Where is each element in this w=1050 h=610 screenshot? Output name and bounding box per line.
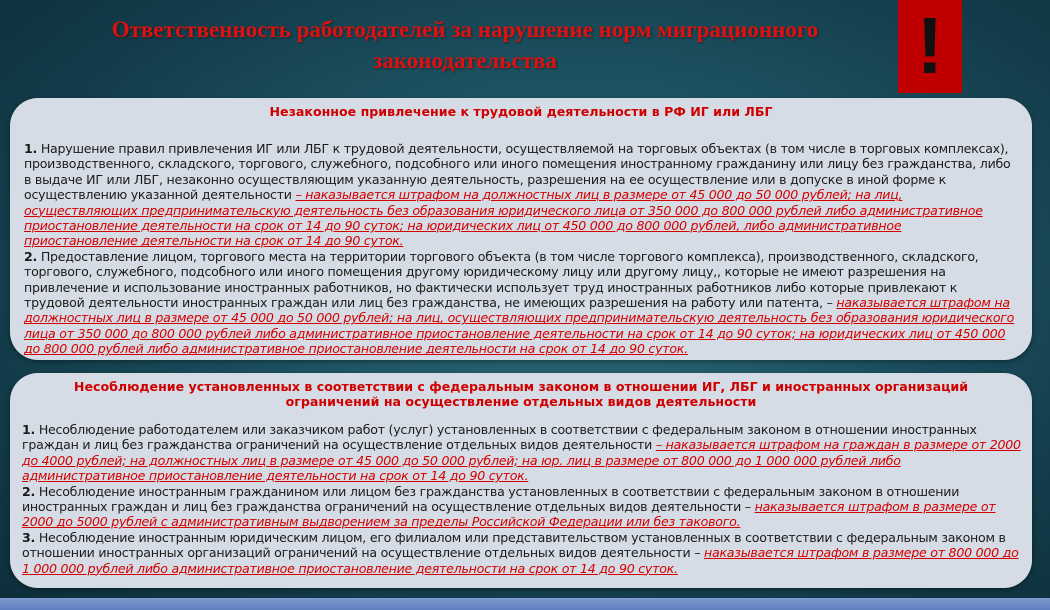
section-body xyxy=(10,409,1032,576)
item-number: 2. xyxy=(22,483,36,499)
item-text: Нарушение правил привлечения ИГ или ЛБГ к трудовой деятельности, осуществляемой на торговых объектах (в том числе в торговых комплексах), производственного, складского, торгового, служебного, подсобного или иного помещения иностранному гражданину или лицу без гражданства, либо в выдаче ИГ или ЛБГ, незаконно осуществляющим указанную деятельность, разрешения на ее осуществление или в допуске в иной форме к осуществлению указанной деятельности xyxy=(24,141,1011,203)
exclamation-icon: ! xyxy=(898,0,962,93)
restrictions-panel xyxy=(10,373,1032,588)
page-title: Ответственность работодателей за нарушение норм миграционного законодательства xyxy=(111,17,819,73)
item-text: Предоставление лицом, торгового места на территории торгового объекта (в том числе торгового комплекса), производственного, складского, торгового, служебного, подсобного или иного помещения другому юридическому лицу или другому лицу,, которые не имеют разрешения на привлечение и использование иностранных работников, но фактически использует труд иностранных работников либо которые привлекают к трудовой деятельности иностранных граждан или лиц без гражданства, не имеющих разрешения на работу или патента, – xyxy=(24,248,979,311)
item-text: Несоблюдение иностранным юридическим лицом, его филиалом или представительством установленных в соответствии с федеральным законом в отношении иностранных организаций ограничений на осуществление отдельных видов деятельности – xyxy=(22,529,1006,561)
item-text: Несоблюдение иностранным гражданином или лицом без гражданства установленных в соответствии с федеральным законом в отношении иностранных граждан и лиц без гражданства ограничений на осуществление отдельных видов деятельности – xyxy=(22,483,960,515)
bottom-border xyxy=(0,598,1050,610)
item-penalty: наказывается штрафом на должностных лиц в размере от 45 000 до 50 000 рублей; на лиц, осуществляющих предпринимательскую деятельность без образования юридического лица от 350 000 до 800 000 рублей либо административное приостановление деятельности на срок от 14 до 90 суток; на юридических лиц от 450 000 до 800 000 рублей либо административное приостановление деятельности на срок от 14 до 90 суток. xyxy=(24,295,1015,357)
item-number: 2. xyxy=(24,248,38,264)
item-number: 1. xyxy=(24,141,38,156)
item-penalty: наказывается штрафом в размере от 2000 до 5000 рублей с административным выдворением за пределы Российской Федерации или без такового. xyxy=(22,499,996,530)
list-item xyxy=(22,484,1022,530)
item-penalty: – наказывается штрафом на должностных лиц в размере от 45 000 до 50 000 рублей; на лиц, осуществляющих предпринимательскую деятельность без образования юридического лица от 350 000 до 800 000 рублей либо административное приостановление деятельности на срок от 14 до 90 суток; на юридических лиц от 450 000 до 800 000 рублей, либо административное приостановление деятельности на срок от 14 до 90 суток. xyxy=(24,187,983,249)
list-item xyxy=(24,249,1018,357)
item-text: Несоблюдение работодателем или заказчиком работ (услуг) установленных в соответствии с федеральным законом в отношении иностранных граждан и лиц без гражданства ограничений на осуществление отдельных видов деятельности xyxy=(22,422,977,453)
section-heading: Несоблюдение установленных в соответствии с федеральным законом в отношении ИГ, ЛБГ и иностранных организаций ограничений на осуществление отдельных видов деятельности xyxy=(73,379,969,409)
section-heading: Незаконное привлечение к трудовой деятельности в РФ ИГ или ЛБГ xyxy=(269,104,773,119)
list-item xyxy=(22,530,1022,576)
item-penalty: наказывается штрафом в размере от 800 000 до 1 000 000 рублей либо административное приостановление деятельности на срок от 14 до 90 суток. xyxy=(22,545,1019,576)
illegal-employment-panel xyxy=(10,98,1032,360)
list-item xyxy=(22,422,1022,484)
item-number: 1. xyxy=(22,422,36,437)
item-penalty: – наказывается штрафом на граждан в размере от 2000 до 4000 рублей; на должностных лиц в размере от 45 000 до 50 000 рублей; на юр. лиц в размере от 800 000 до 1 000 000 рублей либо административное приостановление деятельности на срок от 14 до 90 суток. xyxy=(22,437,1021,484)
item-number: 3. xyxy=(22,529,36,545)
list-item xyxy=(24,141,1018,249)
section-body xyxy=(10,119,1032,357)
